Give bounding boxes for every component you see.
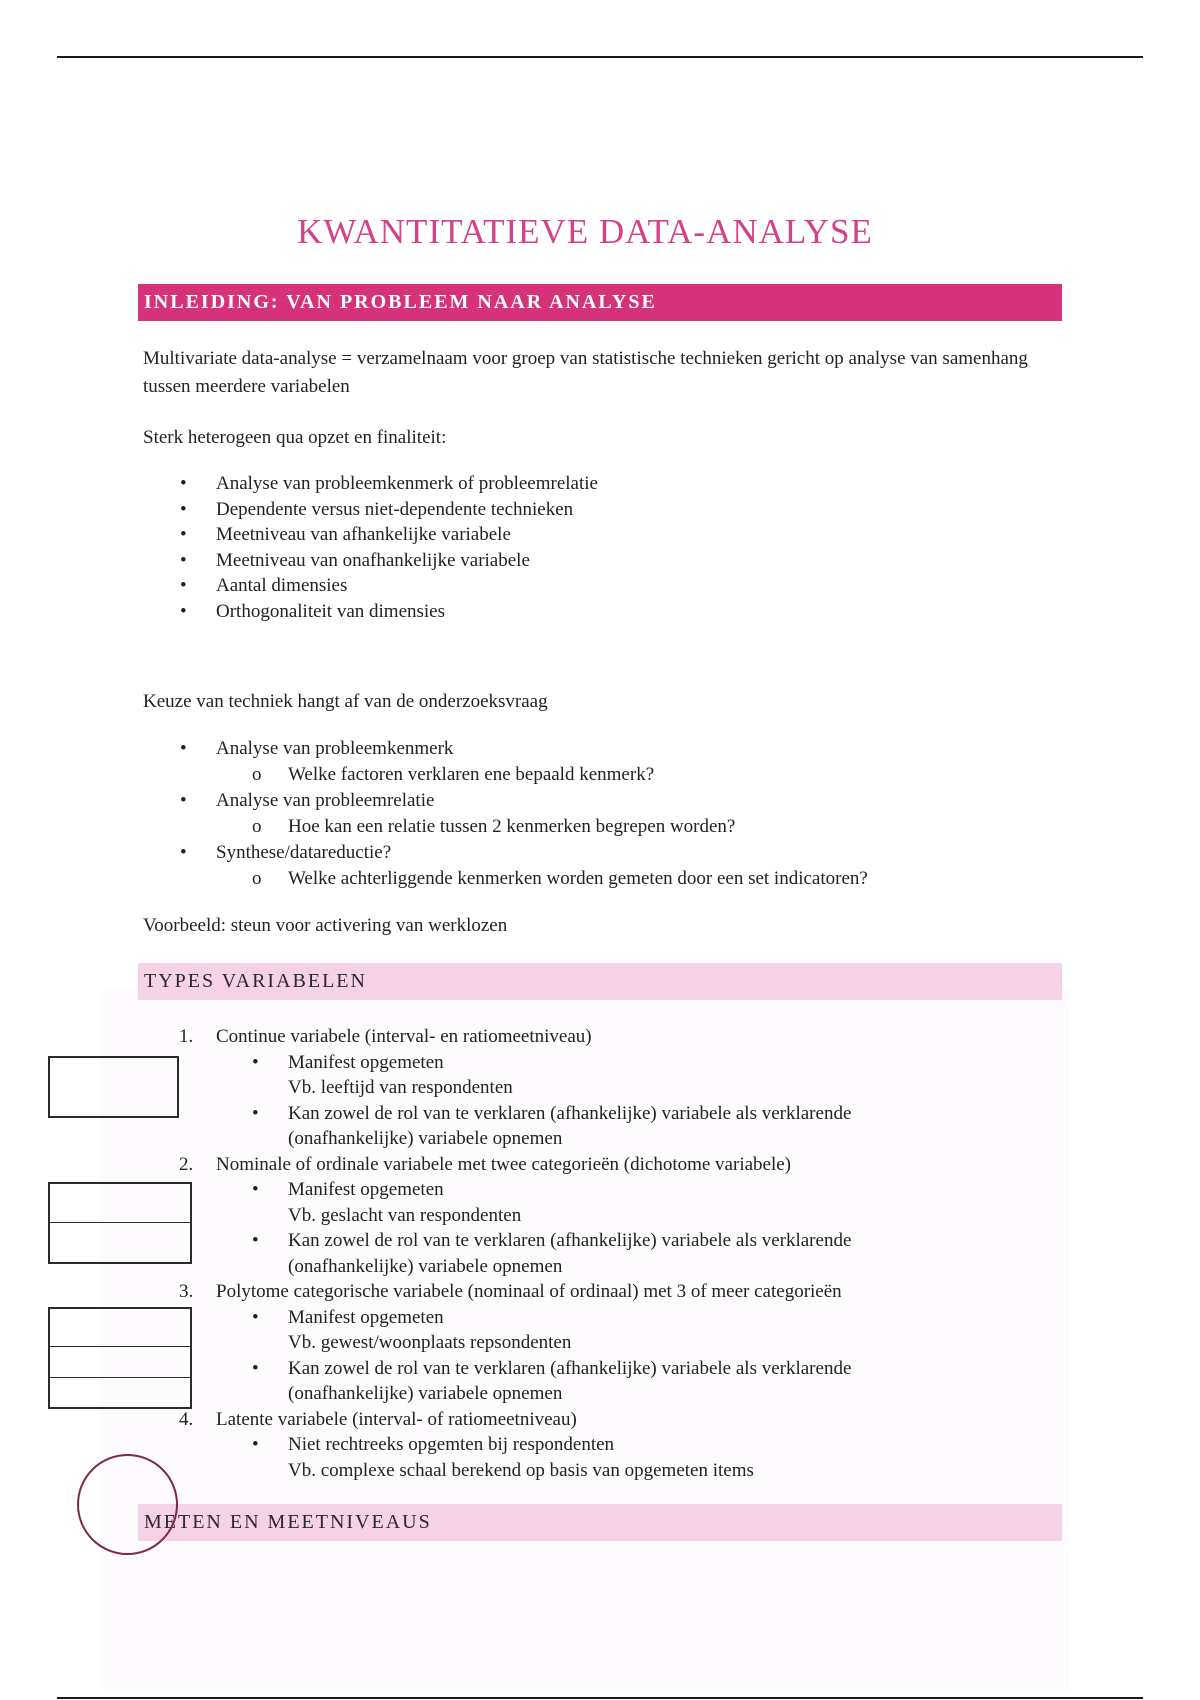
- polytomous-variable-shape: [48, 1307, 192, 1409]
- list-item-text: Orthogonaliteit van dimensies: [216, 600, 446, 622]
- list-item-text: Analyse van probleemkenmerk: [216, 738, 454, 759]
- list-item-text: Meetniveau van onafhankelijke variabele: [216, 549, 530, 571]
- list-item-text: Aantal dimensies: [216, 575, 348, 596]
- sub-item-text: (onafhankelijke) variabele opnemen: [288, 1255, 563, 1277]
- sub-item-text: Kan zowel de rol van te verklaren (afhankelijke) variabele als verklarende: [288, 1357, 852, 1379]
- sub-list-item-text: Welke factoren verklaren ene bepaald kenmerk?: [288, 764, 655, 785]
- sub-item-text: Kan zowel de rol van te verklaren (afhankelijke) variabele als verklarende: [288, 1230, 852, 1251]
- heterogeneity-list: [143, 471, 598, 624]
- sub-list-item: [143, 814, 868, 840]
- sub-list-item: [143, 866, 868, 892]
- bullet-icon: •: [252, 1102, 259, 1124]
- numbered-item: [143, 1279, 851, 1305]
- list-item-text: Analyse van probleemkenmerk of probleemrelatie: [216, 473, 598, 494]
- list-item: [143, 788, 868, 814]
- sub-list-item: [143, 762, 868, 788]
- sub-item: [143, 1101, 851, 1127]
- divider: [50, 1222, 190, 1223]
- item-label: Polytome categorische variabele (nominaal of ordinaal) met 3 of meer categorieën: [216, 1281, 842, 1302]
- list-item: [143, 599, 598, 625]
- item-number: 2.: [179, 1153, 194, 1175]
- dichotomous-variable-shape: [48, 1182, 192, 1264]
- sub-item: [143, 1254, 851, 1280]
- sub-item: [143, 1432, 851, 1458]
- sub-list-item-text: Hoe kan een relatie tussen 2 kenmerken begrepen worden?: [288, 816, 736, 837]
- bullet-icon: •: [252, 1357, 259, 1379]
- list-item: [143, 573, 598, 599]
- variable-types-list: [143, 1024, 851, 1483]
- sub-item: [143, 1228, 851, 1254]
- list-item: [143, 548, 598, 574]
- bullet-icon: •: [180, 600, 187, 622]
- list-item: [143, 522, 598, 548]
- sub-item: [143, 1458, 851, 1484]
- latent-variable-circle: [77, 1454, 178, 1555]
- sub-item: [143, 1356, 851, 1382]
- sub-item-text: Kan zowel de rol van te verklaren (afhankelijke) variabele als verklarende: [288, 1102, 852, 1124]
- heterogeneous-paragraph: Sterk heterogeen qua opzet en finaliteit:: [143, 427, 447, 448]
- top-rule: [57, 56, 1143, 58]
- circle-bullet-icon: o: [252, 764, 262, 785]
- sub-item-text: (onafhankelijke) variabele opnemen: [288, 1128, 563, 1149]
- choice-paragraph: Keuze van techniek hangt af van de onderzoeksvraag: [143, 691, 548, 712]
- bullet-icon: •: [252, 1434, 259, 1455]
- bullet-icon: •: [252, 1230, 259, 1251]
- section-heading-meten: METEN EN MEETNIVEAUS: [138, 1504, 1062, 1541]
- item-label: Latente variabele (interval- of ratiomeetniveau): [216, 1408, 577, 1430]
- sub-item: [143, 1075, 851, 1101]
- list-item: [143, 471, 598, 497]
- bullet-icon: •: [252, 1306, 259, 1328]
- sub-item: [143, 1177, 851, 1203]
- sub-item-text: Vb. gewest/woonplaats repsondenten: [288, 1332, 572, 1353]
- page-title: KWANTITATIEVE DATA-ANALYSE: [297, 212, 873, 251]
- bullet-icon: •: [180, 738, 187, 759]
- list-item: [143, 497, 598, 523]
- sub-item-text: Vb. geslacht van respondenten: [288, 1204, 522, 1226]
- list-item: [143, 840, 868, 866]
- divider: [50, 1377, 190, 1378]
- bullet-icon: •: [252, 1051, 259, 1073]
- bullet-icon: •: [180, 549, 187, 571]
- sub-item: [143, 1050, 851, 1076]
- bullet-icon: •: [180, 524, 187, 545]
- section-heading-inleiding: INLEIDING: VAN PROBLEEM NAAR ANALYSE: [138, 284, 1062, 321]
- bullet-icon: •: [180, 790, 187, 811]
- bullet-icon: •: [180, 842, 187, 863]
- sub-item: [143, 1203, 851, 1229]
- numbered-item: [143, 1024, 851, 1050]
- sub-item-text: Manifest opgemeten: [288, 1051, 444, 1073]
- sub-item: [143, 1381, 851, 1407]
- definition-paragraph: Multivariate data-analyse = verzamelnaam voor groep van statistische technieken gericht op analyse van samenhang tussen meerdere variabelen: [143, 348, 1028, 397]
- item-label: Continue variabele (interval- en ratiomeetniveau): [216, 1026, 592, 1047]
- sub-item-text: Niet rechtreeks opgemten bij respondenten: [288, 1434, 615, 1455]
- numbered-item: [143, 1152, 851, 1178]
- list-item-text: Analyse van probleemrelatie: [216, 790, 435, 811]
- bottom-rule: [57, 1697, 1143, 1699]
- sub-list-item-text: Welke achterliggende kenmerken worden gemeten door een set indicatoren?: [288, 868, 868, 889]
- sub-item-text: (onafhankelijke) variabele opnemen: [288, 1383, 563, 1404]
- continuous-variable-shape: [48, 1056, 179, 1118]
- sub-item: [143, 1330, 851, 1356]
- item-number: 3.: [179, 1281, 194, 1302]
- list-item-text: Meetniveau van afhankelijke variabele: [216, 524, 511, 545]
- item-label: Nominale of ordinale variabele met twee categorieën (dichotome variabele): [216, 1153, 792, 1175]
- list-item-text: Dependente versus niet-dependente technieken: [216, 498, 574, 520]
- circle-bullet-icon: o: [252, 868, 262, 889]
- bullet-icon: •: [180, 473, 187, 494]
- sub-item-text: Vb. complexe schaal berekend op basis van opgemeten items: [288, 1459, 754, 1481]
- list-item-text: Synthese/datareductie?: [216, 842, 392, 863]
- item-number: 1.: [179, 1026, 194, 1047]
- example-paragraph: Voorbeeld: steun voor activering van werklozen: [143, 915, 508, 936]
- sub-item-text: Vb. leeftijd van respondenten: [288, 1077, 513, 1098]
- bullet-icon: •: [180, 575, 187, 596]
- sub-item: [143, 1305, 851, 1331]
- numbered-item: [143, 1407, 851, 1433]
- bullet-icon: •: [252, 1179, 259, 1200]
- research-question-list: [143, 736, 868, 892]
- sub-item: [143, 1126, 851, 1152]
- bullet-icon: •: [180, 498, 187, 520]
- divider: [50, 1346, 190, 1347]
- section-heading-types: TYPES VARIABELEN: [138, 963, 1062, 1000]
- sub-item-text: Manifest opgemeten: [288, 1306, 444, 1328]
- list-item: [143, 736, 868, 762]
- item-number: 4.: [179, 1408, 194, 1430]
- circle-bullet-icon: o: [252, 816, 262, 837]
- sub-item-text: Manifest opgemeten: [288, 1179, 444, 1200]
